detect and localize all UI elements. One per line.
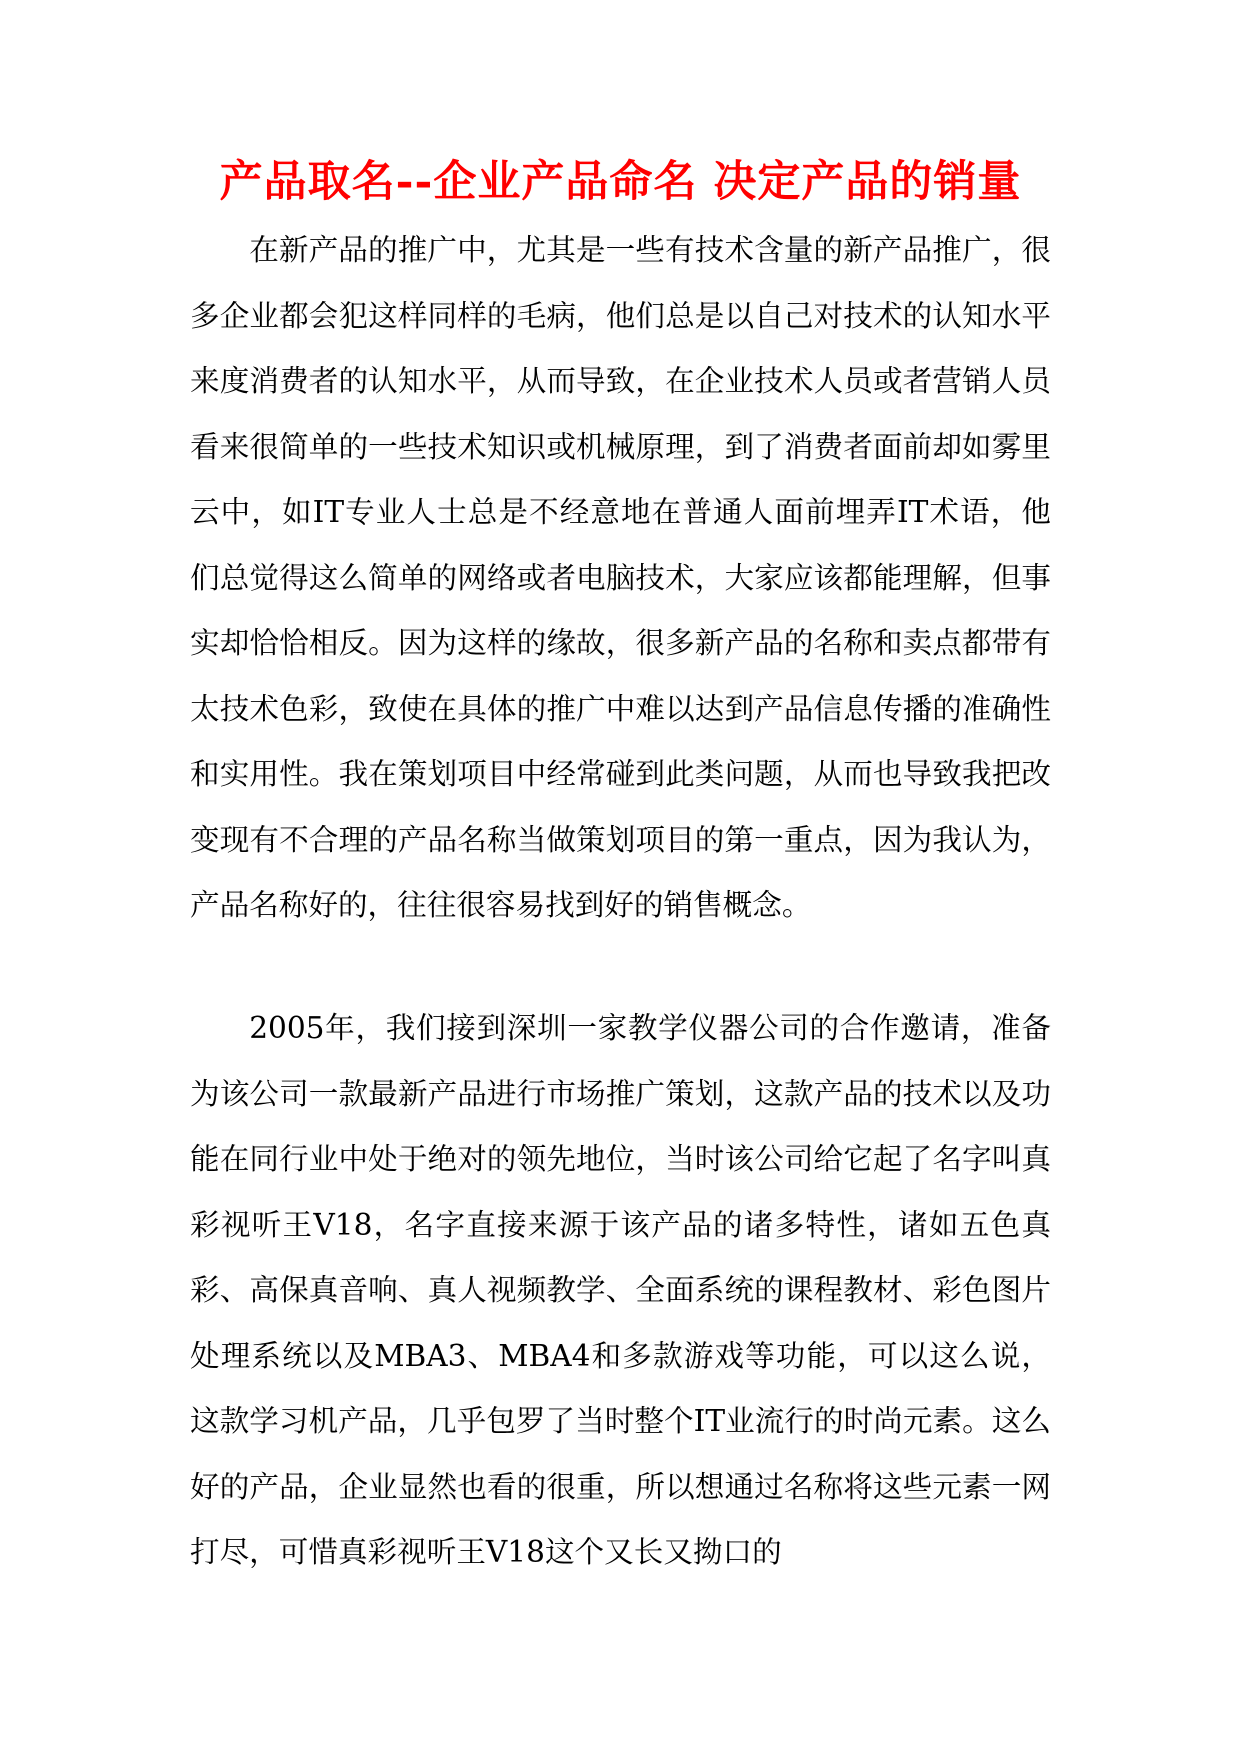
body-paragraph: 2005年，我们接到深圳一家教学仪器公司的合作邀请，准备为该公司一款最新产品进行市场推广策划，这款产品的技术以及功能在同行业中处于绝对的领先地位，当时该公司给它起了名字叫真彩视听王V18，名字直接来源于该产品的诸多特性，诸如五色真彩、高保真音响、真人视频教学、全面系统的课程教材、彩色图片处理系统以及MBA3、MBA4和多款游戏等功能，可以这么说，这款学习机产品，几乎包罗了当时整个IT业流行的时尚元素。这么好的产品，企业显然也看的很重，所以想通过名称将这些元素一网打尽，可惜真彩视听王V18这个又长又拗口的 xyxy=(190,1011,1051,1569)
document-title: 产品取名--企业产品命名 决定产品的销量 xyxy=(219,157,1022,207)
body-paragraph: 在新产品的推广中，尤其是一些有技术含量的新产品推广，很多企业都会犯这样同样的毛病，他们总是以自己对技术的认知水平来度消费者的认知水平，从而导致，在企业技术人员或者营销人员看来很简单的一些技术知识或机械原理，到了消费者面前却如雾里云中，如IT专业人士总是不经意地在普通人面前埋弄IT术语，他们总觉得这么简单的网络或者电脑技术，大家应该都能理解，但事实却恰恰相反。因为这样的缘故，很多新产品的名称和卖点都带有太技术色彩，致使在具体的推广中难以达到产品信息传播的准确性和实用性。我在策划项目中经常碰到此类问题，从而也导致我把改变现有不合理的产品名称当做策划项目的第一重点，因为我认为，产品名称好的，往往很容易找到好的销售概念。 xyxy=(190,233,1051,922)
